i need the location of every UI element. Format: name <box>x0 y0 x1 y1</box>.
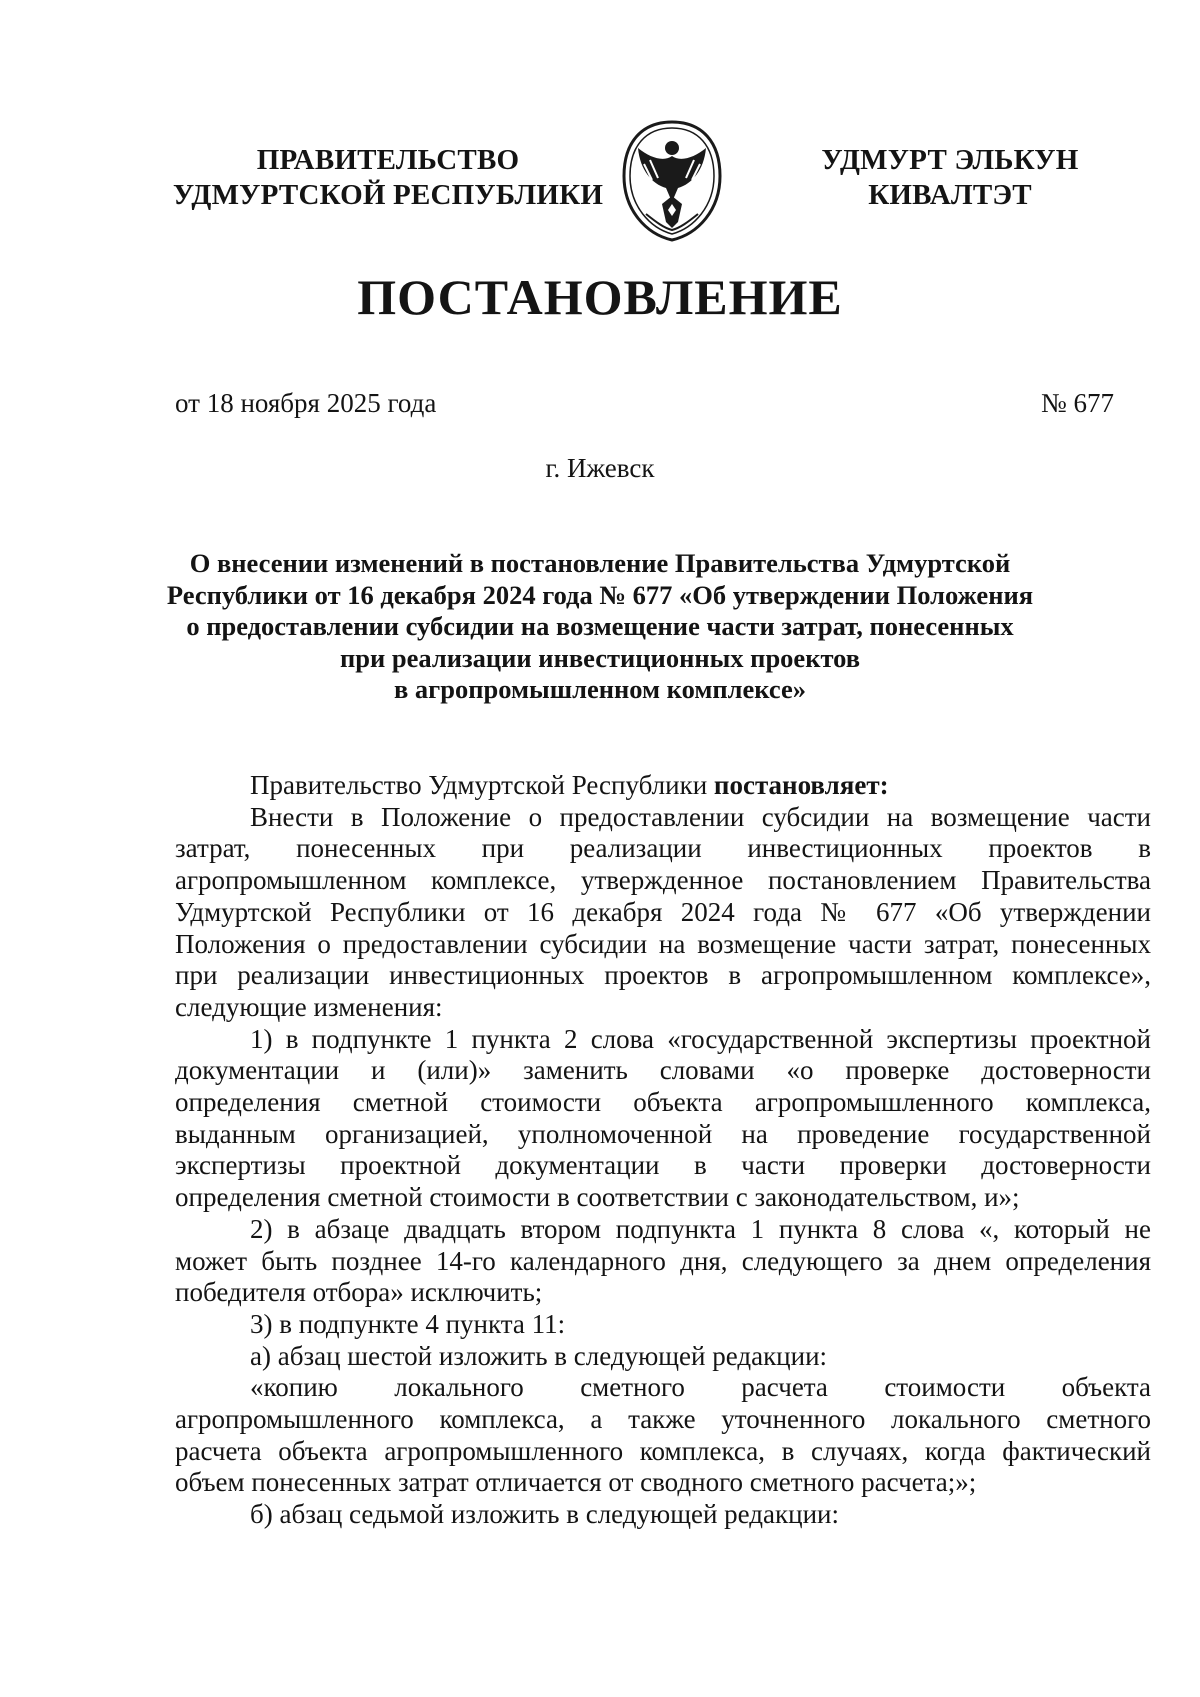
coat-of-arms-emblem-icon <box>616 118 728 244</box>
title-line: Республики от 16 декабря 2024 года № 677 «Об утверждении Положения <box>166 579 1034 610</box>
paragraph-line: при реализации инвестиционных проектов в агропромышленном комплексе», <box>175 960 1151 991</box>
title-line: в агропромышленном комплексе» <box>394 674 806 705</box>
paragraph-line: определения сметной стоимости объекта агропромышленного комплекса, <box>175 1087 1151 1118</box>
amendment-item-3b: б) абзац седьмой изложить в следующей редакции: <box>250 1499 839 1530</box>
paragraph-line: агропромышленного комплекса, а также уточненного локального сметного <box>175 1404 1151 1435</box>
organization-name-russian <box>168 143 608 213</box>
title-line: О внесении изменений в постановление Правительства Удмуртской <box>189 548 1011 578</box>
organization-name-line: УДМУРТСКОЙ РЕСПУБЛИКИ <box>172 179 604 211</box>
main-paragraph <box>175 802 1151 1024</box>
organization-name-line: ПРАВИТЕЛЬСТВО <box>256 144 520 176</box>
amendment-item-1 <box>175 1024 1151 1214</box>
paragraph-line: объем понесенных затрат отличается от сводного сметного расчета;»; <box>175 1467 977 1498</box>
document-city: г. Ижевск <box>545 453 655 483</box>
paragraph-line: победителя отбора» исключить; <box>175 1277 543 1308</box>
paragraph-line: «копию локального сметного расчета стоимости объекта <box>250 1372 1151 1403</box>
paragraph-line: документации и (или)» заменить словами «о проверке достоверности <box>175 1055 1151 1086</box>
organization-name-line: КИВАЛТЭТ <box>868 179 1032 211</box>
intro-text: Правительство Удмуртской Республики <box>250 770 714 800</box>
paragraph-line: Положения о предоставлении субсидии на возмещение части затрат, понесенных <box>175 928 1151 959</box>
organization-name-line: УДМУРТ ЭЛЬКУН <box>821 144 1079 176</box>
paragraph-line: 2) в абзаце двадцать втором подпункта 1 пункта 8 слова «, который не <box>250 1213 1151 1244</box>
paragraph-line: экспертизы проектной документации в части проверки достоверности <box>175 1150 1151 1181</box>
paragraph-line: агропромышленном комплексе, утвержденное постановлением Правительства <box>175 865 1151 896</box>
paragraph-line: затрат, понесенных при реализации инвестиционных проектов в <box>175 833 1151 864</box>
amendment-item-2 <box>175 1214 1151 1309</box>
title-line: о предоставлении субсидии на возмещение части затрат, понесенных <box>186 611 1014 642</box>
amendment-item-3: 3) в подпункте 4 пункта 11: <box>250 1308 566 1339</box>
document-body <box>175 770 1151 1531</box>
intro-verb: постановляет: <box>713 770 889 800</box>
document-title <box>160 548 1040 706</box>
document-type-heading: ПОСТАНОВЛЕНИЕ <box>357 269 843 325</box>
paragraph-line: расчета объекта агропромышленного комплекса, в случаях, когда фактический <box>175 1435 1151 1466</box>
title-line: при реализации инвестиционных проектов <box>339 642 861 673</box>
paragraph-line: Внести в Положение о предоставлении субсидии на возмещение части <box>250 801 1151 832</box>
paragraph-line: следующие изменения: <box>175 991 443 1022</box>
paragraph-line: может быть позднее 14-го календарного дня, следующего за днем определения <box>175 1245 1151 1276</box>
quoted-text <box>175 1372 1151 1499</box>
amendment-item-3a: а) абзац шестой изложить в следующей редакции: <box>250 1340 828 1371</box>
paragraph-line: выданным организацией, уполномоченной на проведение государственной <box>175 1118 1151 1149</box>
organization-name-udmurt <box>800 143 1100 213</box>
document-date: от 18 ноября 2025 года <box>175 388 437 418</box>
resolution-intro <box>175 770 1151 802</box>
document-number: № 677 <box>1040 388 1114 418</box>
paragraph-line: Удмуртской Республики от 16 декабря 2024 года № 677 «Об утверждении <box>175 896 1151 927</box>
paragraph-line: 1) в подпункте 1 пункта 2 слова «государственной экспертизы проектной <box>250 1023 1151 1054</box>
paragraph-line: определения сметной стоимости в соответствии с законодательством, и»; <box>175 1182 1020 1213</box>
